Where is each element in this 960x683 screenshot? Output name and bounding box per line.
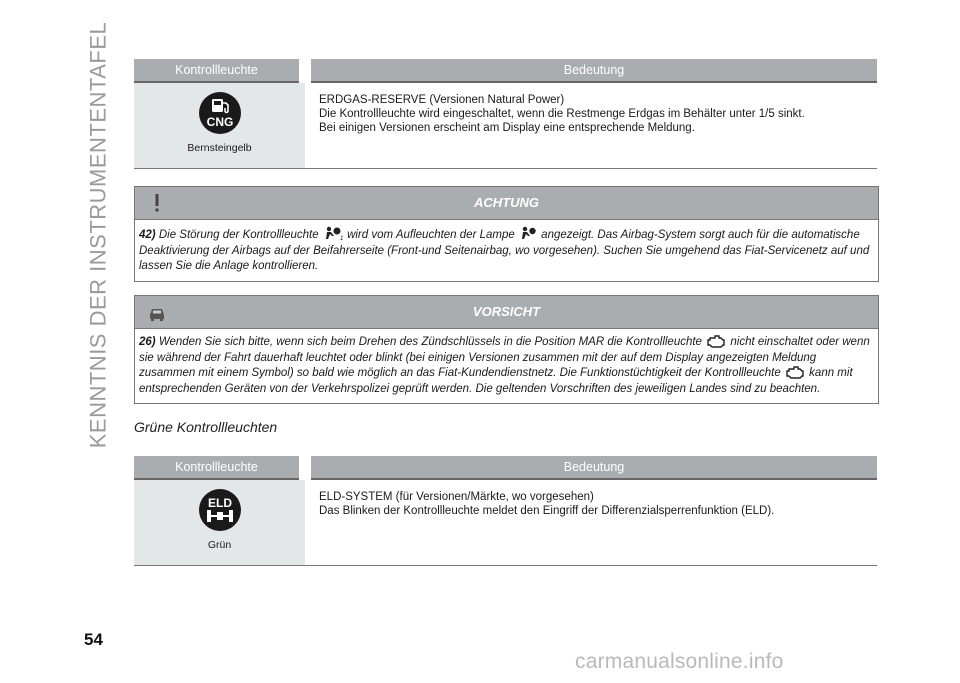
table-header-meaning: Bedeutung [305, 59, 877, 82]
table-header-lamp: Kontrollleuchte [134, 59, 305, 82]
cng-fuel-icon [198, 91, 242, 135]
lamp-color-label: Bernsteingelb [187, 142, 252, 154]
cng-line-1: Die Kontrollleuchte wird eingeschaltet, wenn die Restmenge Erdgas im Behälter unter 1/5 sinkt. [319, 108, 805, 120]
achtung-ref: 42) [139, 229, 156, 241]
page-number: 54 [84, 630, 103, 649]
green-lamps-heading: Grüne Kontrollleuchten [134, 419, 278, 435]
table-row [134, 479, 877, 566]
cng-line-2: Bei einigen Versionen erscheint am Display eine entsprechende Meldung. [319, 122, 695, 134]
cng-lamp-cell [134, 82, 305, 169]
eld-lamp-cell [134, 479, 305, 566]
cng-title: ERDGAS-RESERVE (Versionen Natural Power) [319, 94, 565, 106]
car-caution-icon [145, 300, 169, 324]
cng-description [305, 82, 877, 169]
eld-title: ELD-SYSTEM (für Versionen/Märkte, wo vorgesehen) [319, 491, 594, 503]
achtung-title: ACHTUNG [474, 195, 539, 210]
achtung-notice [134, 186, 879, 282]
svg-text:ELD: ELD [207, 496, 232, 510]
svg-text:CNG: CNG [206, 115, 233, 129]
table-header-lamp: Kontrollleuchte [134, 456, 305, 479]
airbag-icon [520, 226, 536, 241]
chapter-title: KENNTNIS DER INSTRUMENTENTAFEL [85, 21, 111, 449]
achtung-text: 42) Die Störung der Kontrollleuchte 1 wird vom Aufleuchten der Lampe angezeigt. Das Airbag-System sorgt auch für die automatische Deaktivierung der Airbags auf der Beifahrerseite (Front-und Seitenairbag, wo vorgesehen). Suchen Sie umgehend das Fiat-Servicenetz auf und lassen Sie die Anlage kontrollieren. [135, 219, 878, 281]
amber-lamp-table [134, 59, 877, 169]
airbag-fault-icon [324, 226, 342, 241]
lamp-color-label: Grün [207, 539, 232, 551]
warning-exclamation-icon [145, 191, 169, 215]
eld-line-1: Das Blinken der Kontrollleuchte meldet den Eingriff der Differenzialsperrenfunktion (ELD). [319, 505, 775, 517]
eld-differential-lock-icon [198, 488, 242, 532]
vorsicht-text: 26) Wenden Sie sich bitte, wenn sich beim Drehen des Zündschlüssels in die Position MAR die Kontrollleuchte nicht einschaltet oder wenn sie während der Fahrt dauerhaft leuchtet oder blinkt (bei einigen Versionen zusammen mit der auf dem Display angezeigten Meldung zusammen mit einem Symbol) so bald wie möglich an das Fiat-Kundendienstnetz. Die Funktionstüchtigkeit der Kontrollleuchte kann mit entsprechenden Geräten von der Verkehrspolizei geprüft werden. Die geltenden Vorschriften des jeweiligen Landes sind zu beachten. [135, 328, 878, 403]
watermark: carmanualsonline.info [575, 650, 784, 673]
eld-description [305, 479, 877, 566]
green-lamp-table [134, 456, 877, 566]
vorsicht-notice [134, 295, 879, 404]
table-header-meaning: Bedeutung [305, 456, 877, 479]
engine-check-icon [707, 335, 725, 348]
vorsicht-title: VORSICHT [472, 304, 541, 319]
vorsicht-ref: 26) [139, 336, 156, 348]
table-row [134, 82, 877, 169]
svg-text:1: 1 [339, 236, 344, 242]
engine-check-icon [786, 366, 804, 379]
